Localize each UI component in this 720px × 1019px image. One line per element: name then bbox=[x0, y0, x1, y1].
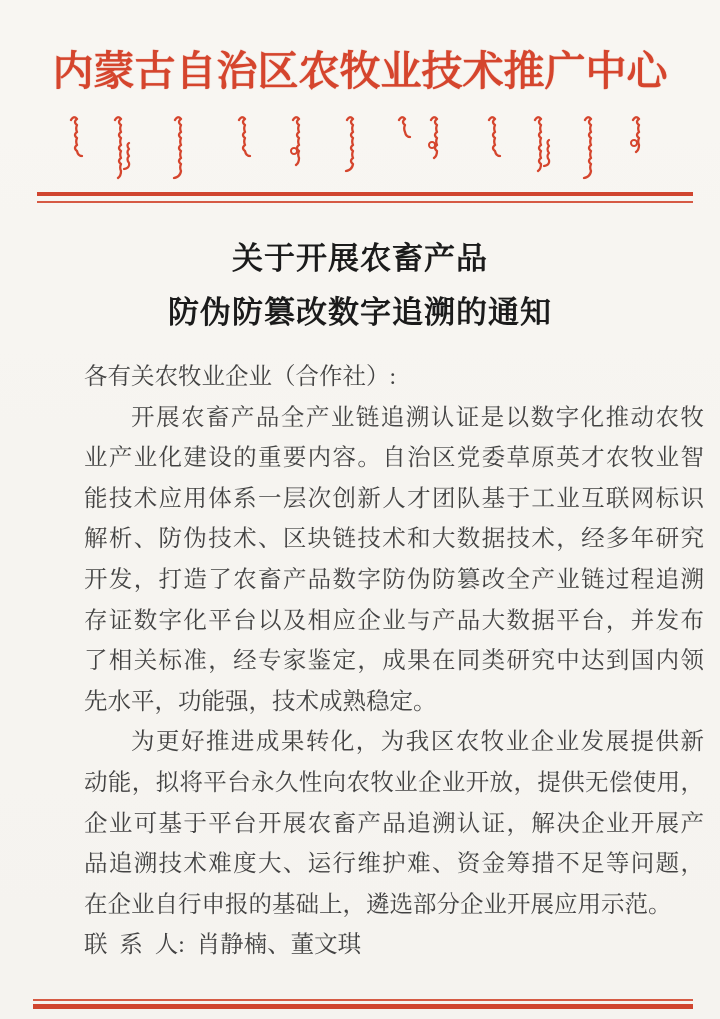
mongolian-word-glyph bbox=[68, 115, 92, 169]
mongolian-word-glyph bbox=[290, 115, 314, 175]
letterhead-org-name: 内蒙古自治区农牧业技术推广中心 bbox=[52, 48, 668, 94]
mongolian-word-glyph bbox=[236, 115, 260, 169]
bottom-separator-thin-rule bbox=[33, 999, 693, 1001]
notice-title-line-2: 防伪防篡改数字追溯的通知 bbox=[168, 295, 552, 330]
top-separator-thick-rule bbox=[37, 192, 693, 196]
body-line: 开发，打造了农畜产品数字防伪防篡改全产业链过程追溯 bbox=[84, 566, 704, 593]
notice-body bbox=[84, 357, 704, 966]
body-line: 为更好推进成果转化，为我区农牧业企业发展提供新 bbox=[131, 729, 704, 756]
bottom-separator-thick-rule bbox=[33, 1004, 693, 1009]
body-line: 动能，拟将平台永久性向农牧业企业开放，提供无偿使用， bbox=[84, 769, 704, 796]
body-line: 存证数字化平台以及相应企业与产品大数据平台，并发布 bbox=[84, 607, 704, 634]
mongolian-word-glyph bbox=[112, 115, 136, 191]
body-paragraph-lines bbox=[84, 398, 704, 926]
body-line: 业产业化建设的重要内容。自治区党委草原英才农牧业智 bbox=[84, 445, 704, 472]
body-line: 解析、防伪技术、区块链技术和大数据技术，经多年研究 bbox=[84, 526, 704, 553]
body-line: 先水平，功能强，技术成熟稳定。 bbox=[84, 688, 437, 715]
notice-title-line-1: 关于开展农畜产品 bbox=[232, 241, 488, 276]
body-line: 开展农畜产品全产业链追溯认证是以数字化推动农牧 bbox=[131, 404, 704, 431]
mongolian-word-glyph bbox=[428, 115, 452, 169]
mongolian-word-glyph bbox=[532, 115, 556, 185]
body-line: 在企业自行申报的基础上，遴选部分企业开展应用示范。 bbox=[84, 891, 672, 918]
mongolian-word-glyph bbox=[582, 115, 606, 189]
contact-person-line: 联 系 人: 肖静楠、董文琪 bbox=[84, 932, 362, 959]
mongolian-word-glyph bbox=[486, 115, 510, 171]
mongolian-word-glyph bbox=[172, 115, 196, 189]
letterhead-mongolian-script-line bbox=[0, 115, 720, 193]
salutation-line: 各有关农牧业企业（合作社）: bbox=[84, 364, 397, 390]
body-line: 了相关标准，经专家鉴定，成果在同类研究中达到国内领 bbox=[84, 648, 704, 675]
body-line: 品追溯技术难度大、运行维护难、资金筹措不足等问题， bbox=[84, 851, 704, 878]
top-separator-thin-rule bbox=[37, 201, 693, 203]
notice-title bbox=[0, 232, 720, 340]
mongolian-word-glyph bbox=[630, 115, 654, 167]
mongolian-word-glyph bbox=[344, 115, 368, 185]
body-line: 能技术应用体系一层次创新人才团队基于工业互联网标识 bbox=[84, 485, 704, 512]
body-line: 企业可基于平台开展农畜产品追溯认证，解决企业开展产 bbox=[84, 810, 704, 837]
mongolian-word-glyph bbox=[396, 115, 420, 153]
